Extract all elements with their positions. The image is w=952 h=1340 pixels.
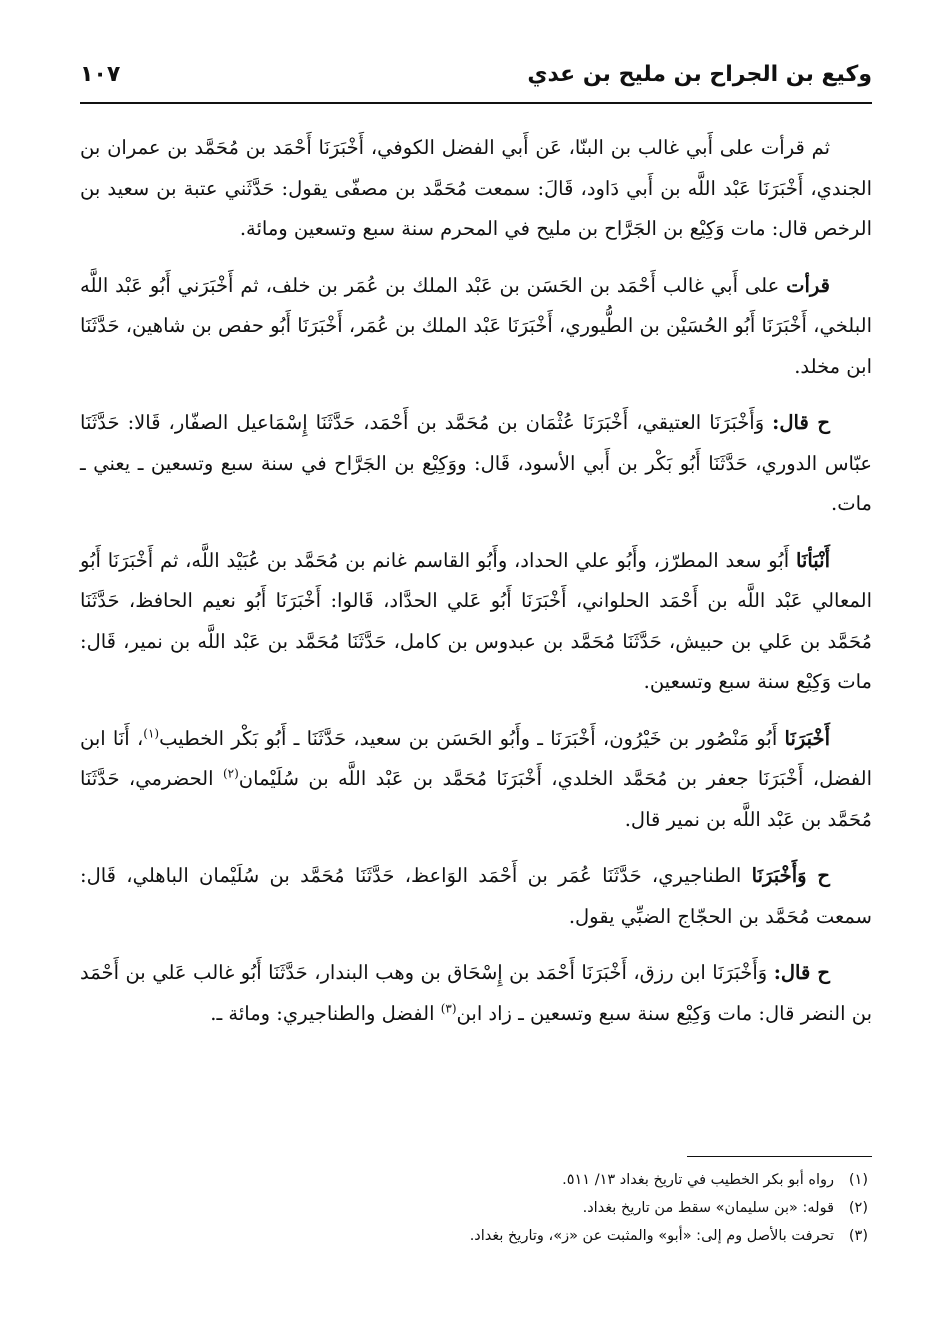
footnote-text: قوله: «بن سليمان» سقط من تاريخ بغداد.: [582, 1200, 834, 1216]
paragraph-text: أَبُو مَنْصُور بن خَيْرُون، أَخْبَرَنَا ـ وأَبُو الحَسَن بن سعيد، حَدَّثَنَا ـ أَبُو بَكْر الخطيب: [159, 726, 785, 750]
paragraph-7: [80, 953, 872, 1034]
paragraph-text: ، أَنَا ابن الفضل، أَخْبَرَنَا جعفر بن مُحَمَّد الخلدي، أَخْبَرَنَا مُحَمَّد بن عَبْد اللَّه بن سُلَيْمان: [80, 726, 872, 790]
paragraph-lead: قرأت: [786, 273, 830, 297]
footnote-ref-2[interactable]: (٢): [222, 766, 239, 781]
footnote-text: رواه أبو بكر الخطيب في تاريخ بغداد ١٣/ ٥١١.: [562, 1172, 834, 1188]
paragraph-1: [80, 128, 872, 250]
footnote-ref-3[interactable]: (٣): [440, 1001, 457, 1015]
paragraph-6: [80, 856, 872, 937]
paragraph-4: [80, 541, 872, 703]
running-title: وكيع بن الجراح بن مليح بن عدي: [527, 62, 872, 87]
paragraph-text: الحضرمي، حَدَّثَنَا مُحَمَّد بن عَبْد اللَّه بن نمير قال.: [80, 767, 872, 831]
main-text: [80, 128, 872, 1050]
footnotes: [80, 1166, 872, 1250]
footnote-text: تحرفت بالأصل وم إلى: «أبو» والمثبت عن «ز»، وتاريخ بغداد.: [469, 1228, 834, 1244]
paragraph-text: أَبُو سعد المطرّز، وأَبُو علي الحداد، وأَبُو القاسم غانم بن مُحَمَّد بن عُبَيْد اللَّه، ثم أَخْبَرَنَا أَبُو المعالي عَبْد اللَّه بن أَحْمَد الحلواني، أَخْبَرَنَا أَبُو عَلي الحدَّاد، قَالوا: أَخْبَرَنَا أَبُو نعيم الحافظ، حَدَّثَنَا مُحَمَّد بن عَلي بن حبيش، حَدَّثَنَا مُحَمَّد بن عبدوس بن كامل، حَدَّثَنَا مُحَمَّد بن عَبْد اللَّه بن نمير، قَال: مات وَكِيْع سنة سبع وتسعين.: [80, 548, 872, 693]
footnote-2: [80, 1194, 872, 1222]
footnote-number: (٢): [848, 1200, 868, 1216]
paragraph-lead: ح قال:: [772, 411, 830, 434]
footnote-number: (٣): [848, 1228, 868, 1244]
page-number: ١٠٧: [80, 62, 121, 87]
footnote-ref-1[interactable]: (١): [143, 726, 160, 740]
paragraph-text: وَأَخْبَرَنَا العتيقي، أَخْبَرَنَا عُثْمَان بن مُحَمَّد بن أَحْمَد، حَدَّثَنَا إِسْمَاعيل الصفّار، قَالا: حَدَّثَنَا عبّاس الدوري، حَدَّثَنَا أَبُو بَكْر بن أَبي الأسود، قَال: ووَكِيْع بن الجَرَّاح في سنة سبع وتسعين ـ يعني ـ مات.: [80, 411, 872, 515]
paragraph-text: الطناجيري، حَدَّثَنَا عُمَر بن أَحْمَد الوَاعظ، حَدَّثَنَا مُحَمَّد بن سُلَيْمان الباهلي، قَال: سمعت مُحَمَّد بن الحجّاج الضبِّي يقول.: [80, 864, 872, 928]
paragraph-text: الفضل والطناجيري: ومائة ـ.: [210, 1001, 441, 1025]
paragraph-text: على أَبي غالب أَحْمَد بن الحَسَن بن عَبْد الملك بن عُمَر بن خلف، ثم أَخْبَرَني أَبُو عَبْد اللَّه البلخي، أَخْبَرَنَا أَبُو الحُسَيْن بن الطُّيوري، أَخْبَرَنَا عَبْد الملك بن عُمَر، أَخْبَرَنَا أَبُو حفص بن شاهين، حَدَّثَنَا ابن مخلد.: [80, 273, 872, 378]
paragraph-3: [80, 403, 872, 525]
footnote-1: [80, 1166, 872, 1194]
paragraph-text: وَأَخْبَرَنَا ابن رزق، أَخْبَرَنَا أَحْمَد بن إِسْحَاق بن وهب البندار، حَدَّثَنَا أَبُو غالب عَلي بن أَحْمَد بن النضر قال: مات وَكِيْع سنة سبع وتسعين ـ زاد ابن: [80, 961, 872, 1025]
paragraph-2: [80, 266, 872, 388]
header-rule: [80, 102, 872, 104]
paragraph-lead: ح وَأَخْبَرَنَا: [751, 864, 830, 887]
paragraph-lead: ح قال:: [773, 961, 830, 984]
paragraph-lead: أَخْبَرَنَا: [784, 726, 830, 750]
footnote-3: [80, 1222, 872, 1250]
footnote-number: (١): [848, 1172, 868, 1188]
paragraph-lead: أَنْبَأنَا: [795, 548, 830, 572]
footnote-rule: [687, 1156, 872, 1157]
paragraph-5: [80, 719, 872, 841]
page-header: [80, 56, 872, 100]
paragraph-text: ثم قرأت على أَبي غالب بن البنّا، عَن أَبي الفضل الكوفي، أَخْبَرَنَا أَحْمَد بن مُحَمَّد بن عمران بن الجندي، أَخْبَرَنَا عَبْد اللَّه بن أَبي دَاود، قَالَ: سمعت مُحَمَّد بن مصفّى يقول: حَدَّثَني عتبة بن سعيد بن الرخص قال: مات وَكِيْع بن الجَرَّاح بن مليح في المحرم سنة سبع وتسعين ومائة.: [80, 136, 872, 240]
